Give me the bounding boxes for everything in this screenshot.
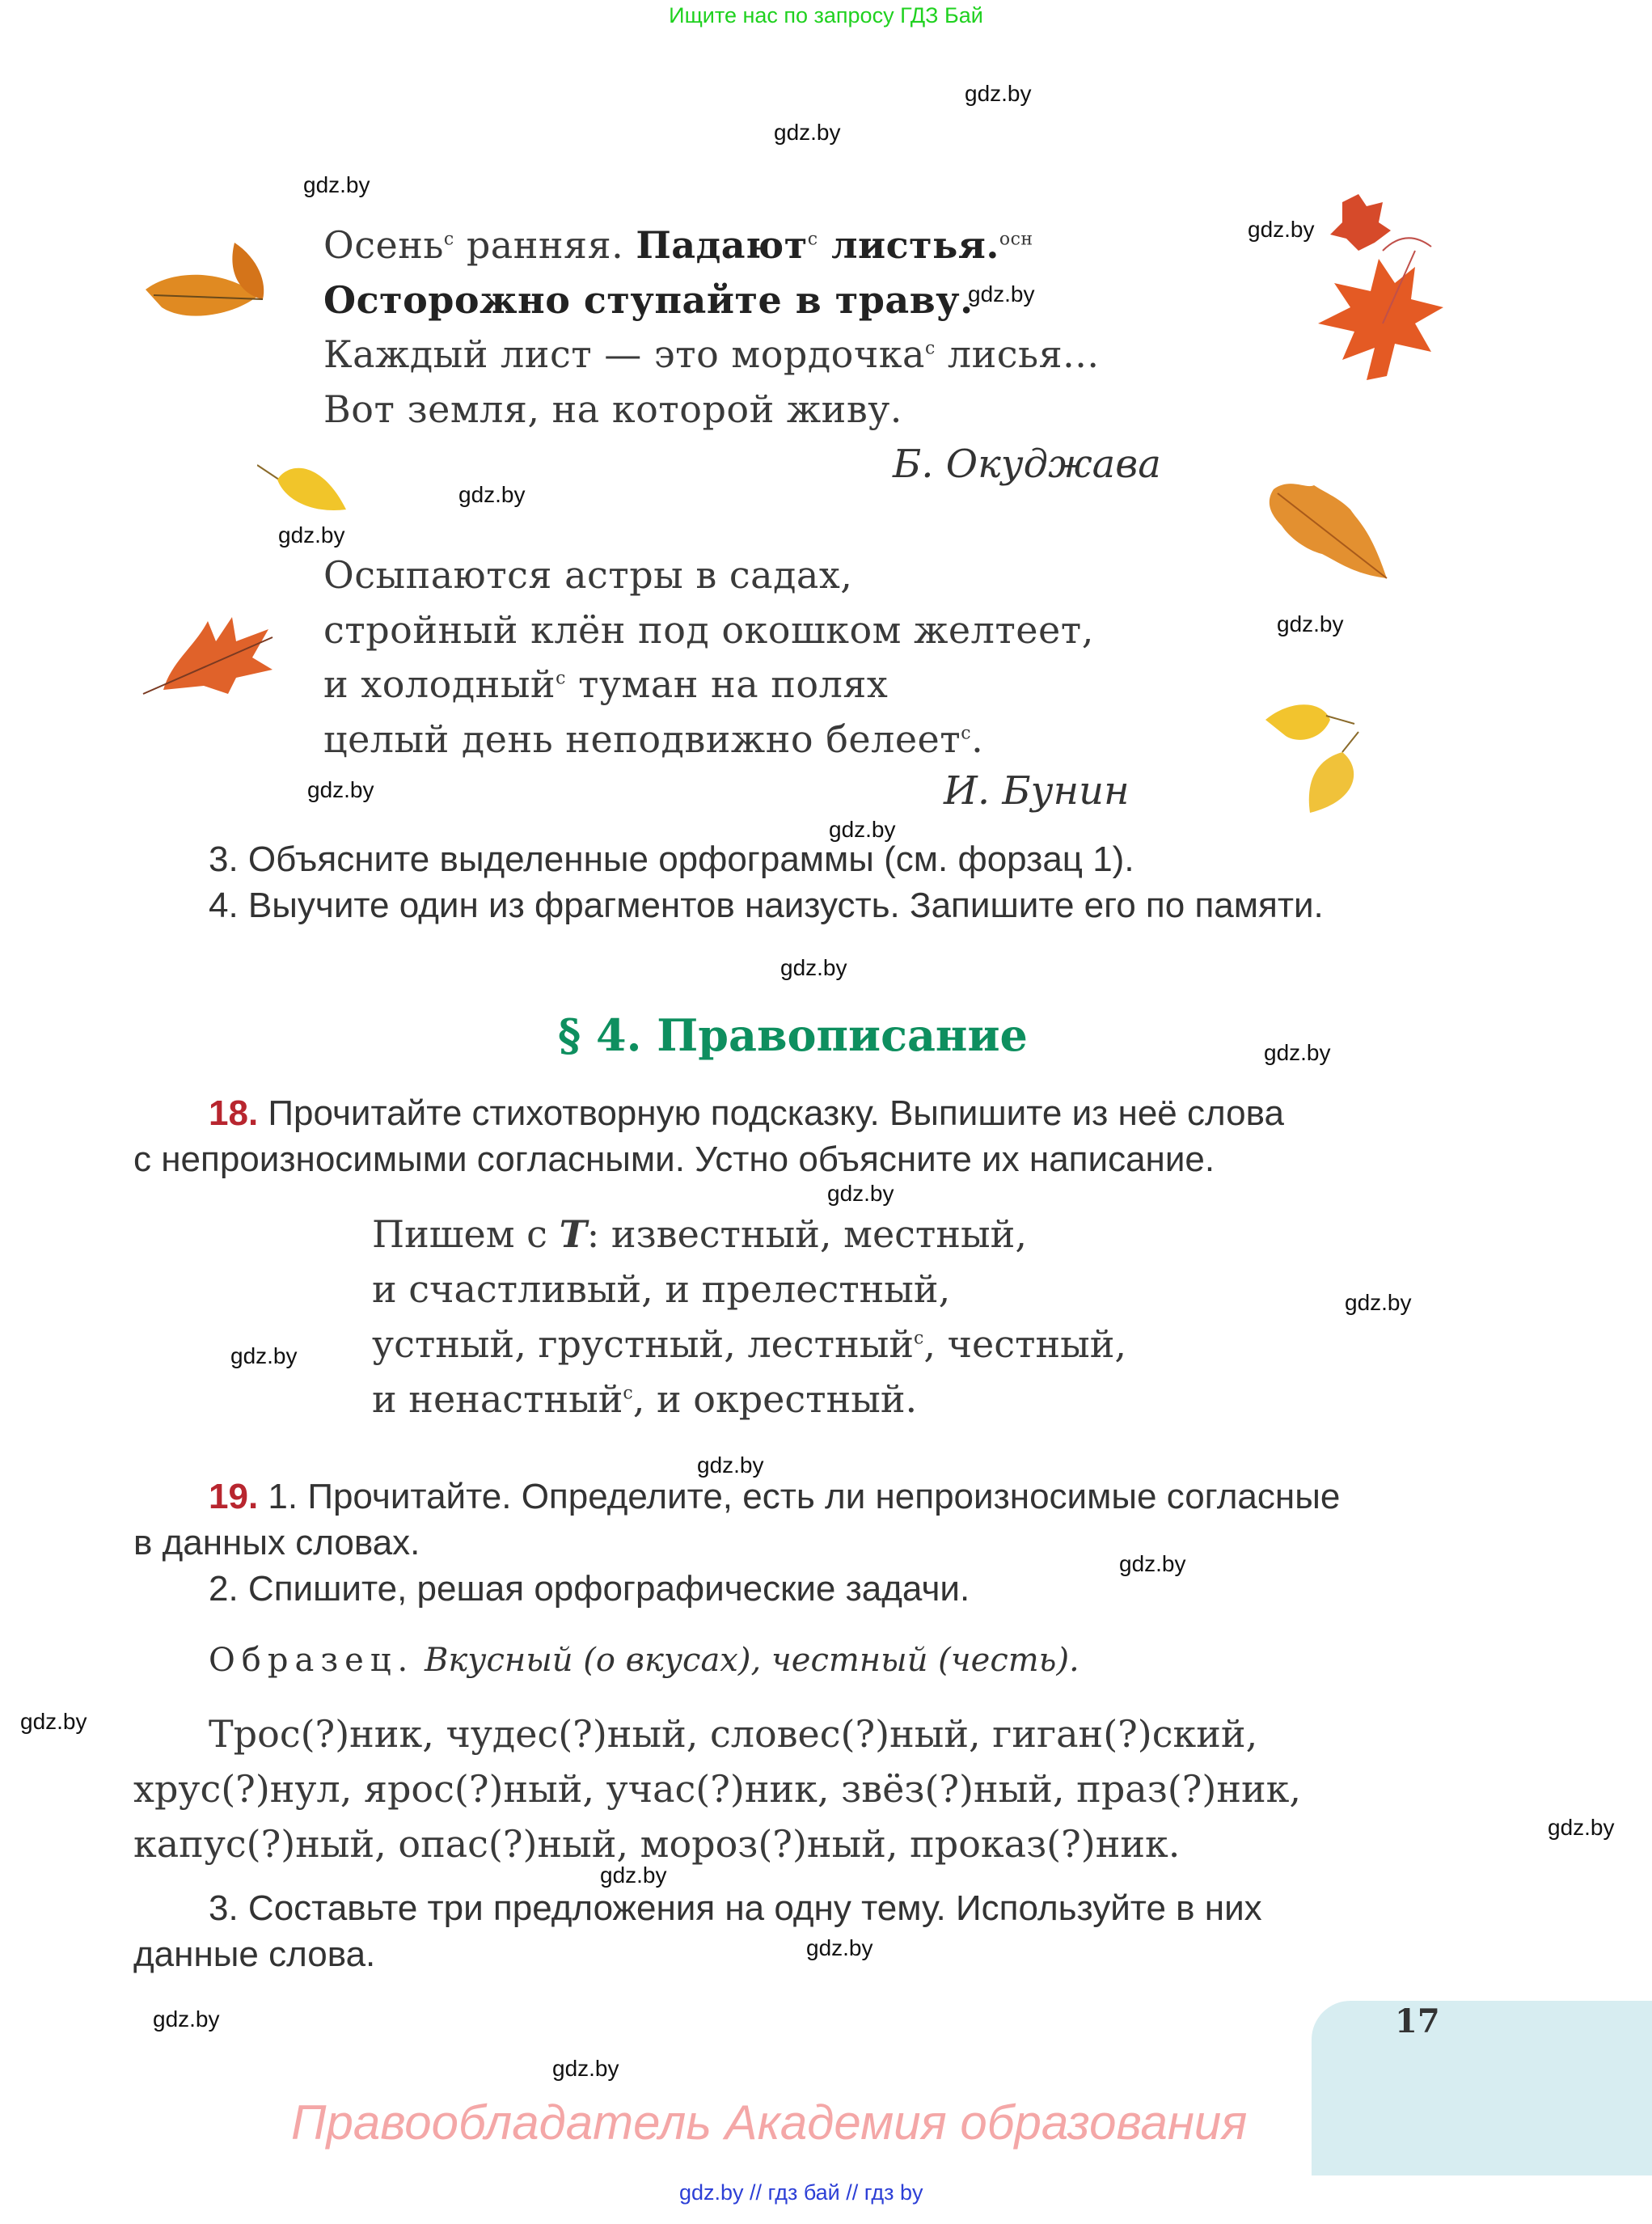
maple-leaves-icon xyxy=(1310,186,1456,396)
gdz-watermark: gdz.by xyxy=(829,817,896,842)
sample-line xyxy=(209,1642,1080,1679)
gdz-watermark: gdz.by xyxy=(1548,1815,1615,1840)
gdz-watermark: gdz.by xyxy=(278,522,345,548)
copyright-watermark: Правообладатель Академия образования xyxy=(291,2095,1248,2150)
birch-leaves-yellow-icon xyxy=(1265,696,1371,817)
exercise-19-item-3 xyxy=(133,1885,1437,1977)
hint-line: и счастливый, и прелестный, xyxy=(372,1267,951,1311)
poem-line: и холодный$^с$ туман на полях xyxy=(323,662,889,706)
sample-text: Вкусный (о вкусах), честный (честь). xyxy=(414,1642,1080,1679)
exercise-19-item-3-line-2: данные слова. xyxy=(133,1934,376,1974)
top-banner: Ищите нас по запросу ГДЗ Бай xyxy=(669,3,983,27)
task-4: 4. Выучите один из фрагментов наизусть. Запишите его по памяти. xyxy=(209,886,1324,925)
hint-line: и ненастный$^с$, и окрестный. xyxy=(372,1377,918,1421)
word-list xyxy=(133,1706,1301,1871)
gdz-watermark: gdz.by xyxy=(458,482,526,507)
exercise-19 xyxy=(133,1474,1437,1612)
exercise-18-line-1 xyxy=(133,1090,1437,1136)
gdz-watermark: gdz.by xyxy=(1264,1040,1331,1065)
gdz-watermark: gdz.by xyxy=(780,955,847,980)
word-list-line: Трос(?)ник, чудес(?)ный, словес(?)ный, гиган(?)ский, xyxy=(209,1712,1258,1756)
gdz-watermark: gdz.by xyxy=(965,81,1032,106)
gdz-watermark: gdz.by xyxy=(1345,1290,1412,1315)
poem-line: Каждый лист — это мордочка$^с$ лисья... xyxy=(323,332,1100,376)
poem-line: Осторожно ступайте в траву. xyxy=(323,277,974,322)
exercise-18-line-2: с непроизносимыми согласными. Устно объясните их написание. xyxy=(133,1139,1215,1179)
gdz-watermark: gdz.by xyxy=(20,1709,87,1734)
gdz-watermark: gdz.by xyxy=(303,172,370,197)
poem-line: Вот земля, на которой живу. xyxy=(323,387,902,431)
gdz-watermark: gdz.by xyxy=(1119,1551,1186,1576)
poem-author-bunin: И. Бунин xyxy=(944,768,1130,814)
exercise-19-item-3-line-1: 3. Составьте три предложения на одну тему. Используйте в них xyxy=(209,1888,1262,1928)
gdz-watermark: gdz.by xyxy=(697,1452,764,1478)
gdz-watermark: gdz.by xyxy=(1248,217,1315,242)
gdz-watermark: gdz.by xyxy=(806,1935,873,1960)
bottom-links[interactable]: gdz.by // гдз бай // гдз by xyxy=(679,2180,923,2205)
gdz-watermark: gdz.by xyxy=(153,2006,220,2032)
exercise-number: 18. xyxy=(209,1093,259,1133)
oak-leaf-orange-icon xyxy=(1257,473,1395,586)
gdz-watermark: gdz.by xyxy=(230,1343,298,1368)
exercise-18-text: Прочитайте стихотворную подсказку. Выпишите из неё слова xyxy=(258,1093,1284,1133)
gdz-watermark: gdz.by xyxy=(968,281,1035,307)
spelling-hint-poem xyxy=(372,1207,1126,1427)
exercise-19-text: 1. Прочитайте. Определите, есть ли непроизносимые согласные xyxy=(258,1477,1341,1516)
word-list-line: хрус(?)нул, ярос(?)ный, учас(?)ник, звёз(?)ный, праз(?)ник, xyxy=(133,1767,1302,1811)
exercise-19-item-1 xyxy=(133,1474,1437,1520)
poem-line: стройный клён под окошком желтеет, xyxy=(323,607,1094,652)
exercise-19-item-2: 2. Спишите, решая орфографические задачи. xyxy=(209,1569,970,1609)
poem-line: Осень$^с$ ранняя. Падают$^с$ листья.$^{осн}$ xyxy=(323,223,1033,267)
poem-line: целый день неподвижно белеет$^с$. xyxy=(323,717,984,761)
page-number-box xyxy=(1312,2001,1652,2175)
gdz-watermark: gdz.by xyxy=(774,120,841,145)
poem-author-okudzhava: Б. Окуджава xyxy=(893,442,1161,487)
word-list-line: капус(?)ный, опас(?)ный, мороз(?)ный, проказ(?)ник. xyxy=(133,1822,1181,1866)
gdz-watermark: gdz.by xyxy=(552,2056,619,2081)
yellow-leaf-icon xyxy=(257,457,350,518)
section-title: § 4. Правописание xyxy=(558,1009,1028,1061)
hint-line: Пишем с Т: известный, местный, xyxy=(372,1212,1027,1256)
poem-line: Осыпаются астры в садах, xyxy=(323,553,853,597)
gdz-watermark: gdz.by xyxy=(600,1862,667,1888)
poem-okudzhava xyxy=(323,218,1099,437)
exercise-18 xyxy=(133,1090,1437,1182)
poem-bunin xyxy=(323,548,1094,767)
exercise-number: 19. xyxy=(209,1477,259,1516)
sample-label: Образец. xyxy=(209,1642,415,1679)
hint-line: устный, грустный, лестный$^с$, честный, xyxy=(372,1322,1127,1366)
page-number: 17 xyxy=(1395,2002,1440,2040)
task-3: 3. Объясните выделенные орфограммы (см. форзац 1). xyxy=(209,839,1134,879)
oak-leaf-red-icon xyxy=(139,605,285,702)
gdz-watermark: gdz.by xyxy=(827,1181,894,1206)
gdz-watermark: gdz.by xyxy=(307,777,374,802)
gdz-watermark: gdz.by xyxy=(1277,611,1344,636)
birch-leaves-icon xyxy=(137,226,283,340)
exercise-19-item-1-cont: в данных словах. xyxy=(133,1523,420,1562)
